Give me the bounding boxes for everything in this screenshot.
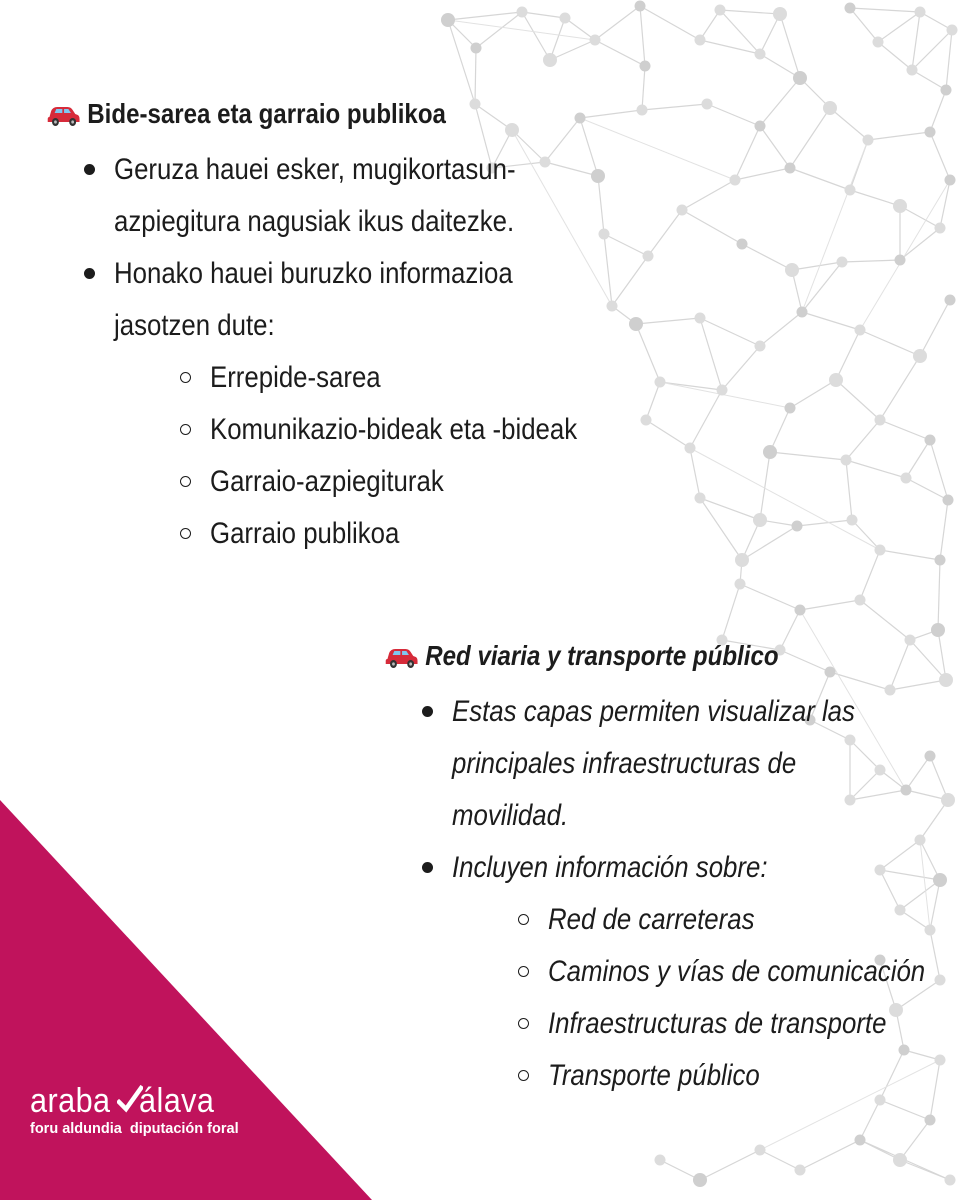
bullet-circle-icon — [518, 1018, 529, 1029]
bullet-text: Incluyen información sobre: — [452, 851, 768, 884]
list-item — [46, 248, 686, 560]
bullet-circle-icon — [518, 1070, 529, 1081]
bullet-text: Honako hauei buruzko informazioa — [114, 257, 513, 290]
bullet-text: jasotzen dute: — [114, 309, 275, 342]
logo-subtitle-basque: foru aldundia — [30, 1121, 122, 1137]
bullet-text: principales infraestructuras de — [452, 747, 797, 780]
bullet-circle-icon — [180, 372, 191, 383]
spanish-section — [384, 634, 960, 1102]
bullet-dot-icon — [84, 164, 95, 175]
bullet-circle-icon — [518, 966, 529, 977]
spanish-subitem-list — [384, 894, 960, 1102]
list-item: Garraio publikoa — [146, 508, 686, 560]
list-item — [46, 144, 686, 248]
bullet-text: azpiegitura nagusiak ikus daitezke. — [114, 205, 515, 238]
spanish-heading-text: Red viaria y transporte público — [425, 640, 779, 671]
bullet-text: Estas capas permiten visualizar las — [452, 695, 855, 728]
spanish-bullet-list — [384, 686, 960, 1102]
bullet-text: movilidad. — [452, 799, 569, 832]
list-item: Red de carreteras — [484, 894, 960, 946]
car-icon — [384, 643, 418, 669]
logo-word-alava: álava — [139, 1082, 215, 1120]
araba-alava-logo — [30, 1084, 239, 1138]
basque-bullet-list — [46, 144, 686, 560]
basque-section — [46, 92, 686, 560]
list-item — [384, 842, 960, 1102]
bullet-circle-icon — [518, 914, 529, 925]
list-item: Errepide-sarea — [146, 352, 686, 404]
list-item: Infraestructuras de transporte — [484, 998, 960, 1050]
logo-word-araba: araba — [30, 1082, 111, 1120]
bullet-circle-icon — [180, 528, 191, 539]
basque-heading-text: Bide-sarea eta garraio publikoa — [87, 98, 446, 129]
list-item: Garraio-azpiegiturak — [146, 456, 686, 508]
list-item — [384, 686, 960, 842]
bullet-dot-icon — [422, 862, 433, 873]
list-item: Transporte público — [484, 1050, 960, 1102]
list-item: Komunikazio-bideak eta -bideak — [146, 404, 686, 456]
basque-subitem-list — [46, 352, 686, 560]
spanish-heading — [384, 634, 879, 678]
bullet-circle-icon — [180, 424, 191, 435]
car-icon — [46, 101, 80, 127]
bullet-dot-icon — [84, 268, 95, 279]
bullet-circle-icon — [180, 476, 191, 487]
basque-heading — [46, 92, 596, 136]
bullet-dot-icon — [422, 706, 433, 717]
list-item: Caminos y vías de comunicación — [484, 946, 960, 998]
logo-subtitle-spanish: diputación foral — [129, 1121, 239, 1137]
bullet-text: Geruza hauei esker, mugikortasun- — [114, 153, 516, 186]
